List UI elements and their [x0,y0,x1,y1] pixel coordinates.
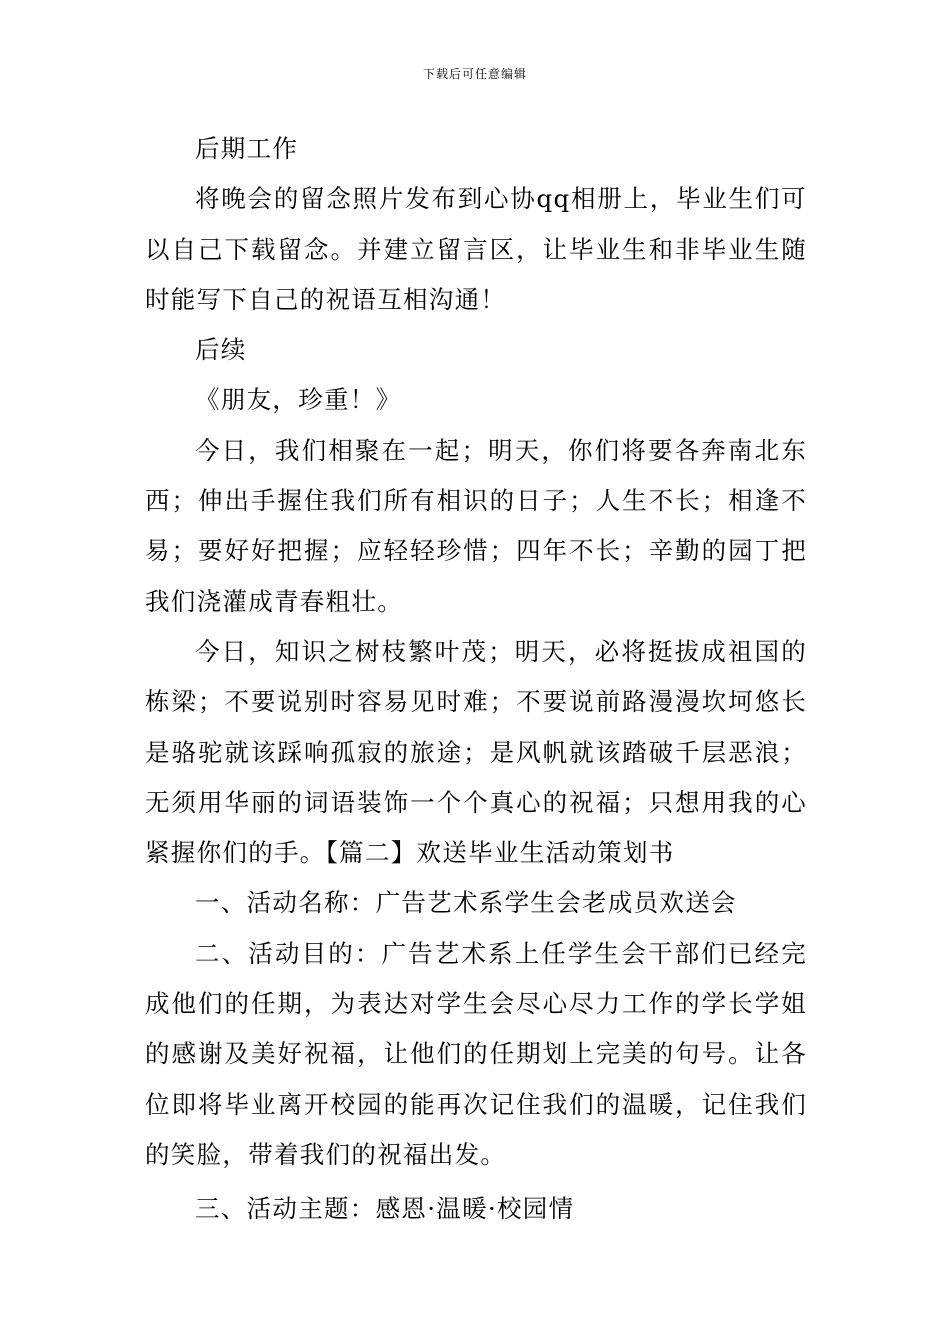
activity-name: 一、活动名称：广告艺术系学生会老成员欢送会 [195,888,737,918]
section-heading-post-work: 后期工作 [195,134,299,163]
activity-theme: 三、活动主题：感恩·温暖·校园情 [195,1194,575,1224]
activity-purpose: 二、活动目的：广告艺术系上任学生会干部们已经完成他们的任期，为表达对学生会尽心尽力工作的学长学姐的感谢及美好祝福，让他们的任期划上完美的句号。让各位即将毕业离开校园的能再次记住我们的温暖，记住我们的笑脸，带着我们的祝福出发。 [145,938,807,1169]
document-body [145,124,807,1235]
poem-paragraph-2: 今日，知识之树枝繁叶茂；明天，必将挺拔成祖国的栋梁；不要说别时容易见时难；不要说前路漫漫坎坷悠长是骆驼就该踩响孤寂的旅途；是风帆就该踏破千层恶浪；无须用华丽的词语装饰一个个真心的祝福；只想用我的心紧握你们的手。【篇二】欢送毕业生活动策划书 [145,636,807,868]
paragraph-post-work: 将晚会的留念照片发布到心协qq相册上，毕业生们可以自己下载留念。并建立留言区，让毕业生和非毕业生随时能写下自己的祝语互相沟通！ [145,184,807,314]
poem-paragraph-1: 今日，我们相聚在一起；明天，你们将要各奔南北东西；伸出手握住我们所有相识的日子；人生不长；相逢不易；要好好把握；应轻轻珍惜；四年不长；辛勤的园丁把我们浇灌成青春粗壮。 [145,435,807,616]
poem-title: 《朋友，珍重！》 [195,385,402,415]
page-header-note: 下载后可任意编辑 [422,67,527,81]
section-heading-follow-up: 后续 [195,335,247,365]
